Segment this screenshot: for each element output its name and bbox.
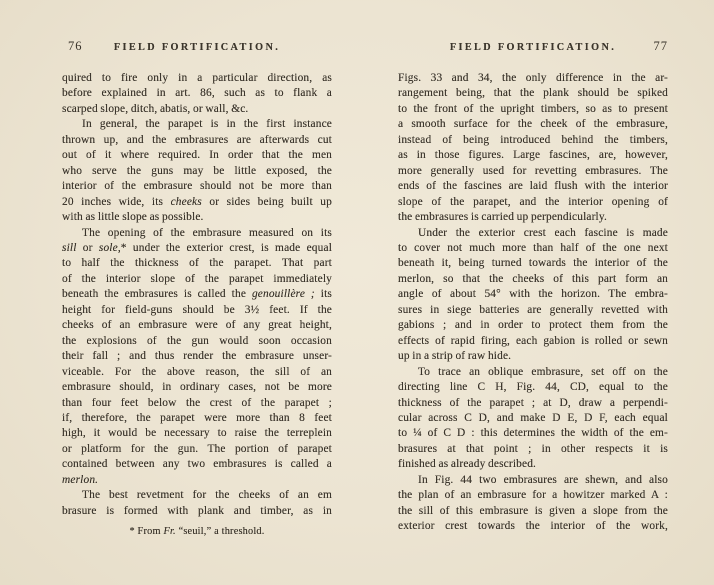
text-segment: The best revetment for the cheeks of an em [82,489,332,502]
text-line [62,365,332,380]
text-line [62,195,332,210]
text-line [398,133,668,148]
text-segment: height for field-guns should be 3½ feet. If the [62,303,332,316]
text-line [398,148,668,163]
text-line [62,488,332,503]
paragraph [398,71,668,226]
text-segment: cheeks of an embrasure were of any great height, [62,319,332,332]
text-segment: gabions ; and in order to protect them from the [398,319,668,332]
text-segment: exterior crest towards the interior of the work, [398,520,668,533]
text-segment: if, therefore, the parapet were more than 8 feet [62,411,332,424]
text-line [62,396,332,411]
text-segment: Under the exterior crest each fascine is made [418,226,668,239]
text-segment: of the interior slope of the parapet immediately [62,272,332,285]
paragraph [398,473,668,535]
text-line [398,488,668,503]
text-line [398,86,668,101]
right-page [398,39,668,535]
text-line [62,426,332,441]
text-line [398,318,668,333]
text-segment: cular across C D, and make D E, D F, each equal [398,411,668,424]
text-line [398,442,668,457]
text-line [62,349,332,364]
italic-term: genouillère ; [251,288,315,301]
text-line [398,519,668,534]
paragraph [62,226,332,489]
italic-term: sill [62,241,77,254]
text-line [62,473,332,488]
text-line [62,241,332,256]
text-segment: To trace an oblique embrasure, set off on the [418,365,668,378]
text-segment: effects of rapid firing, each gabion is rolled or sewn [398,334,668,347]
text-segment: to half the thickness of the parapet. That part [62,257,332,270]
text-segment: merlon, so that the cheeks of this part form an [398,272,668,285]
text-line [398,287,668,302]
text-segment: embrasure should, in ordinary cases, not be more [62,381,332,394]
left-page-footnote [62,526,332,537]
text-line [62,411,332,426]
italic-term: sole [98,241,118,254]
text-line [62,504,332,519]
text-segment: * From [129,526,164,538]
text-segment: Figs. 33 and 34, the only difference in the ar- [398,72,668,84]
text-segment: angle of about 54° with the horizon. The embra- [398,288,668,301]
text-segment: contained between any two embrasures is called a [62,458,332,471]
text-line [398,504,668,519]
paragraph [62,488,332,519]
paragraph [62,117,332,225]
text-segment: than four feet below the crest of the parapet ; [62,396,332,409]
text-line [62,334,332,349]
left-running-title: FIELD FORTIFICATION. [113,42,281,53]
text-segment: finished as already described. [398,458,537,471]
text-segment: the sill of this embrasure is given a slope from the [398,504,668,517]
text-line [62,133,332,148]
right-page-body [398,71,668,535]
text-line [62,303,332,318]
text-segment: instead of being introduced behind the timbers, [398,133,668,146]
text-segment: before explained in art. 86, such as to flank a [62,87,332,100]
text-segment: who serve the guns may be little exposed, the [62,164,332,177]
text-segment: their fall ; and thus render the embrasure unser- [62,350,332,363]
text-segment: rangement being, that the plank should be spiked [398,87,668,100]
text-segment: quired to fire only in a particular direction, as [62,72,332,84]
text-line [398,164,668,179]
left-page-number: 76 [68,39,83,53]
right-page-header [398,39,668,58]
text-segment: brasure is formed with plank and timber, as in [62,504,332,517]
paragraph [398,226,668,365]
text-line [398,426,668,441]
text-segment: The opening of the embrasure measured on its [82,226,332,239]
text-line [398,102,668,117]
text-line [398,272,668,287]
text-line [398,241,668,256]
text-line [62,148,332,163]
text-segment: as in those figures. Large fascines, are, however, [398,149,668,162]
text-line [398,411,668,426]
text-segment: sures in siege batteries are generally revetted with [398,303,668,316]
text-line [62,226,332,241]
text-line [62,164,332,179]
right-page-number: 77 [653,39,668,53]
text-line [62,287,332,302]
text-line [62,86,332,101]
text-segment: interior of the embrasure should not be more than [62,180,332,193]
text-segment: or platform for the gun. The portion of parapet [62,442,332,455]
text-line [398,179,668,194]
text-segment: high, it would be necessary to raise the terreplein [62,427,332,440]
text-line [398,334,668,349]
italic-term: merlon. [62,473,99,486]
text-segment: beneath the embrasures is called the [62,288,252,301]
text-line [62,380,332,395]
text-segment: to cover not much more than half of the one next [398,241,668,254]
text-line [62,442,332,457]
text-line [398,457,668,472]
text-line [398,303,668,318]
text-line [62,210,332,225]
text-segment: up in a strip of raw hide. [398,350,512,363]
text-segment: slope of the parapet, and the interior opening of [398,195,668,208]
text-line [398,195,668,210]
text-line [62,318,332,333]
text-line [62,102,332,117]
text-line [398,256,668,271]
left-page-header [62,39,332,58]
text-segment: or [76,241,99,254]
italic-term: cheeks [170,195,202,208]
text-segment: the plan of an embrasure for a howitzer marked A : [398,489,668,502]
text-line [398,226,668,241]
text-line [398,473,668,488]
text-line [62,256,332,271]
paragraph [62,71,332,117]
text-line [62,457,332,472]
text-segment: beneath it, being turned towards the interior of the [398,257,668,270]
text-line [398,365,668,380]
text-segment: thrown up, and the embrasures are afterwards cut [62,133,332,146]
left-page-body [62,71,332,519]
text-line [62,272,332,287]
text-segment: with as little slope as possible. [62,211,204,224]
text-segment: “seuil,” a threshold. [175,526,265,538]
text-segment: In Fig. 44 two embrasures are shewn, and also [418,473,668,486]
text-line [398,210,668,225]
text-segment: to ¼ of C D : this determines the width of the em- [398,427,668,440]
text-segment: to the front of the upright timbers, so as to present [398,102,668,115]
text-segment: out of it where required. In order that the men [62,149,332,162]
text-line [398,117,668,132]
text-segment: a smooth surface for the cheek of the embrasure, [398,118,668,131]
text-segment: brasures at that point ; in other respects it is [398,442,668,455]
text-segment: directing line C H, Fig. 44, CD, equal to the [398,381,668,394]
text-segment: In general, the parapet is in the first instance [82,118,332,131]
right-running-title: FIELD FORTIFICATION. [449,42,617,53]
text-line [398,349,668,364]
text-line [62,179,332,194]
text-line [398,71,668,86]
text-line [62,71,332,86]
text-segment: 20 inches wide, its [62,195,171,208]
italic-term: Fr. [163,526,176,538]
text-line [398,396,668,411]
text-segment: more generally used for revetting embrasures. The [398,164,668,177]
text-segment: ends of the fascines are laid flush with the interior [398,180,668,193]
text-segment: the explosions of the gun would soon occasion [62,334,332,347]
text-segment: ,* under the exterior crest, is made equal [117,241,333,254]
paragraph [398,365,668,473]
text-segment: its [314,288,332,301]
text-segment: thickness of the parapet ; at D, draw a perpendi- [398,396,668,409]
text-segment: the embrasures is carried up perpendicularly. [398,211,607,224]
text-line [62,117,332,132]
text-segment: scarped slope, ditch, abatis, or wall, &c. [62,102,249,115]
text-segment: viceable. For the above reason, the sill of an [62,365,332,378]
text-segment: or sides being built up [201,195,332,208]
left-page [62,39,333,538]
text-line [398,380,668,395]
